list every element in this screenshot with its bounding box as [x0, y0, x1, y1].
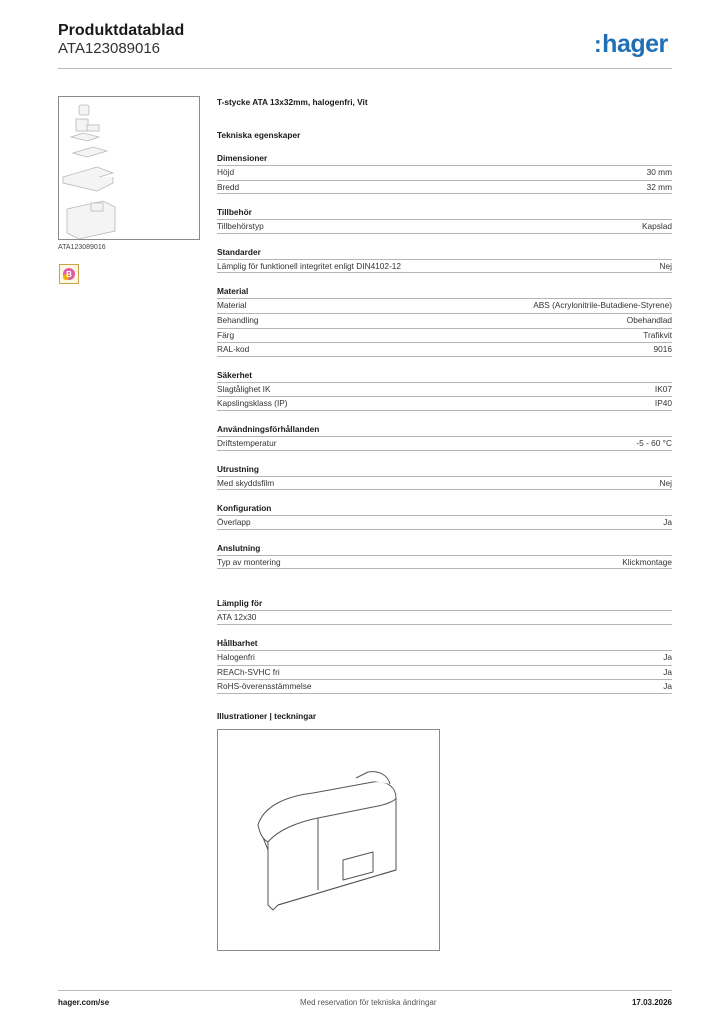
spec-row	[217, 342, 672, 357]
spec-row	[217, 555, 672, 570]
section-title: Standarder	[217, 246, 261, 257]
spec-label: Behandling	[217, 314, 259, 325]
spec-label: Halogenfri	[217, 651, 255, 662]
section-title: Anslutning	[217, 542, 261, 553]
section-hallbarhet	[217, 636, 672, 694]
spec-value: 32 mm	[646, 181, 672, 192]
section-lampligfor	[217, 596, 672, 625]
header-divider	[58, 68, 672, 69]
section-title: Utrustning	[217, 463, 259, 474]
spec-value: Ja	[663, 651, 672, 662]
spec-row	[217, 515, 672, 530]
footer-divider	[58, 990, 672, 991]
spec-value: Nej	[659, 260, 672, 271]
spec-label: Överlapp	[217, 517, 251, 528]
section-anslutning	[217, 541, 672, 570]
section-title: Konfiguration	[217, 503, 272, 514]
spec-value: Trafikvit	[643, 329, 672, 340]
section-title: Tillbehör	[217, 207, 252, 218]
spec-row	[217, 436, 672, 451]
spec-label: Slagtålighet IK	[217, 383, 271, 394]
footer-date: 17.03.2026	[631, 998, 672, 1007]
section-title: Dimensioner	[217, 153, 268, 163]
footer-website[interactable]: hager.com/se	[58, 998, 110, 1007]
spec-row	[217, 219, 672, 234]
spec-label: Kapslingsklass (IP)	[217, 398, 288, 409]
spec-label: ATA 12x30	[217, 612, 257, 623]
spec-label: RoHS-överensstämmelse	[217, 681, 312, 692]
section-konfiguration	[217, 501, 672, 530]
hager-logo: :hager	[594, 30, 668, 58]
spec-label: RAL-kod	[217, 344, 250, 355]
spec-value: Ja	[663, 517, 672, 528]
spec-row	[217, 382, 672, 397]
spec-value: Ja	[663, 666, 672, 677]
spec-row	[217, 679, 672, 694]
halogen-free-icon	[60, 265, 78, 283]
spec-row	[217, 180, 672, 195]
spec-row	[217, 313, 672, 328]
section-utrustning	[217, 462, 672, 491]
spec-value: Klickmontage	[622, 556, 672, 567]
section-anvandning	[217, 422, 672, 451]
logo-text: hager	[602, 30, 668, 58]
spec-row	[217, 476, 672, 491]
specs-heading: Tekniska egenskaper	[217, 130, 301, 140]
thumbnail-caption: ATA123089016	[58, 244, 106, 251]
spec-value: Obehandlad	[626, 314, 672, 325]
spec-row	[217, 665, 672, 680]
spec-value: Ja	[663, 681, 672, 692]
section-tillbehor	[217, 205, 672, 234]
page-title: Produktdatablad	[58, 22, 185, 39]
halogen-free-badge	[59, 264, 79, 284]
spec-value: 9016	[653, 344, 672, 355]
section-standarder	[217, 245, 672, 274]
spec-row	[217, 328, 672, 343]
t-piece-drawing	[218, 730, 439, 950]
spec-value: IP40	[654, 398, 672, 409]
product-thumbnail	[58, 96, 200, 240]
spec-value: ABS (Acrylonitrile-Butadiene-Styrene)	[533, 300, 672, 311]
technical-specs	[217, 96, 672, 694]
section-material	[217, 284, 672, 356]
section-title: Hållbarhet	[217, 637, 258, 648]
spec-label: Typ av montering	[217, 556, 281, 567]
illustration-box	[217, 729, 440, 951]
illustrations-heading: Illustrationer | teckningar	[217, 711, 317, 721]
product-title: T-stycke ATA 13x32mm, halogenfri, Vit	[217, 97, 368, 107]
spec-row	[217, 396, 672, 411]
spec-label: Färg	[217, 329, 235, 340]
section-title: Lämplig för	[217, 598, 263, 609]
spec-label: Bredd	[217, 181, 240, 192]
spec-row	[217, 610, 672, 625]
spec-row	[217, 259, 672, 274]
spec-row	[217, 298, 672, 313]
spec-label: Tillbehörstyp	[217, 221, 264, 232]
spec-label: Driftstemperatur	[217, 437, 277, 448]
section-title: Användningsförhållanden	[217, 423, 320, 434]
section-title: Säkerhet	[217, 369, 253, 380]
spec-label: Höjd	[217, 167, 235, 177]
footer-disclaimer: Med reservation för tekniska ändringar	[300, 998, 437, 1007]
spec-label: REACh-SVHC fri	[217, 666, 280, 677]
section-dimensioner	[217, 151, 672, 194]
spec-value: 30 mm	[646, 167, 672, 177]
spec-row	[217, 650, 672, 665]
section-title: Material	[217, 286, 249, 297]
spec-label: Lämplig för funktionell integritet enligt DIN4102-12	[217, 260, 402, 271]
section-sakerhet	[217, 368, 672, 411]
svg-text:B: B	[66, 270, 72, 279]
article-number: ATA123089016	[58, 40, 161, 57]
spec-value: Kapslad	[642, 221, 672, 232]
spec-row	[217, 165, 672, 180]
product-parts-image	[59, 97, 199, 239]
spec-value: Nej	[659, 477, 672, 488]
spec-value: -5 - 60 °C	[636, 437, 672, 448]
spec-label: Med skyddsfilm	[217, 477, 275, 488]
spec-value: IK07	[654, 383, 672, 394]
spec-label: Material	[217, 300, 247, 311]
